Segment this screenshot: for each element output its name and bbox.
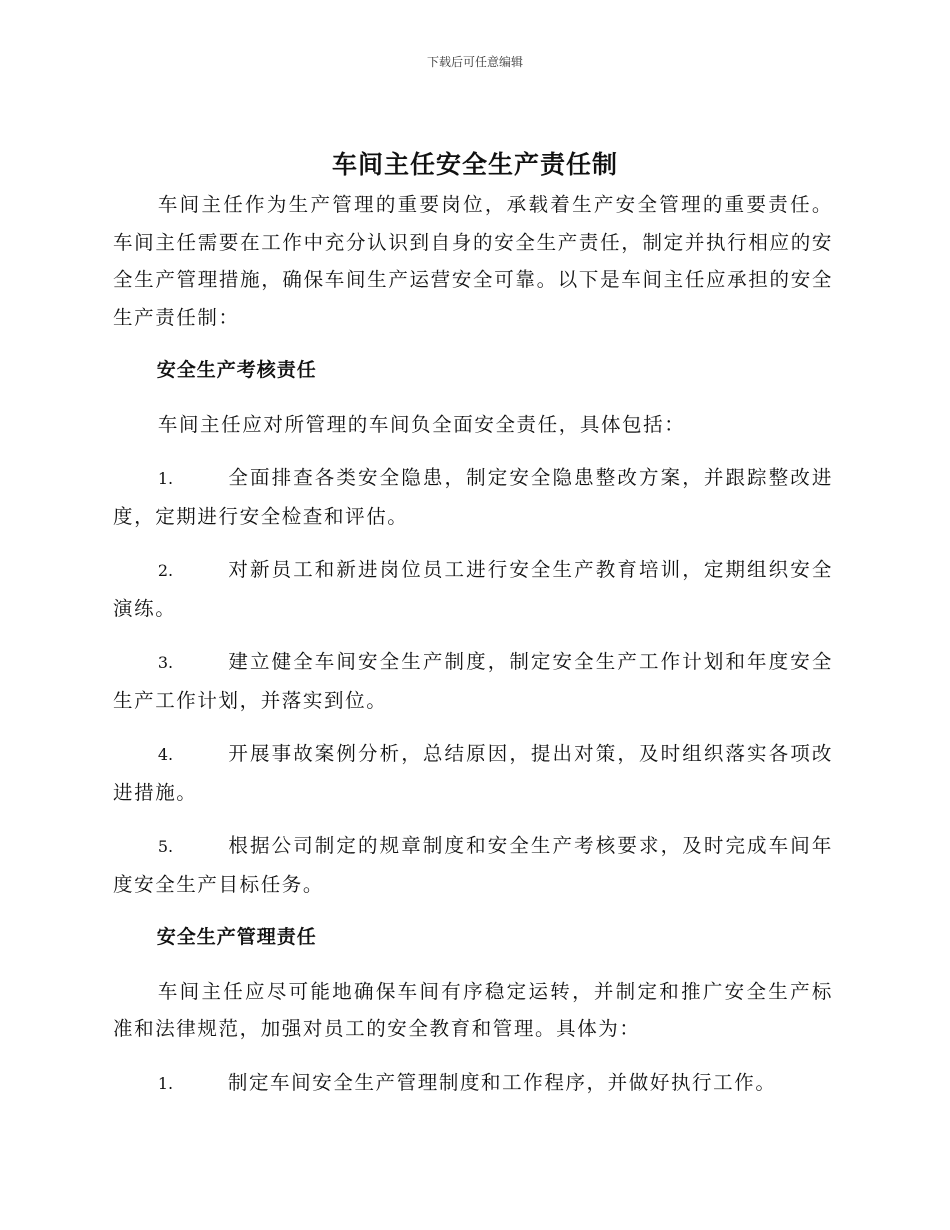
list-item-text: 制定车间安全生产管理制度和工作程序，并做好执行工作。 [227, 1070, 777, 1094]
list-item-text: 全面排查各类安全隐患，制定安全隐患整改方案，并跟踪整改进度，定期进行安全检查和评估。 [113, 466, 833, 528]
list-item-text: 开展事故案例分析，总结原因，提出对策，及时组织落实各项改进措施。 [113, 742, 833, 804]
list-item-number: 1. [157, 469, 174, 488]
list-item-number: 3. [157, 653, 174, 672]
header-note: 下载后可任意编辑 [426, 55, 523, 69]
list-item-number: 5. [157, 837, 174, 856]
list-item [113, 643, 833, 719]
list-item-number: 2. [157, 561, 174, 580]
list-item [113, 827, 833, 903]
list-item [113, 735, 833, 811]
section-assessment [113, 352, 833, 903]
section-heading: 安全生产考核责任 [156, 359, 317, 381]
section-lead: 车间主任应尽可能地确保车间有序稳定运转，并制定和推广安全生产标准和法律规范，加强对员工的安全教育和管理。具体为： [113, 979, 833, 1040]
intro-paragraph: 车间主任作为生产管理的重要岗位，承载着生产安全管理的重要责任。车间主任需要在工作中充分认识到自身的安全生产责任，制定并执行相应的安全生产管理措施，确保车间生产运营安全可靠。以下是车间主任应承担的安全生产责任制： [113, 193, 833, 329]
list-item-text: 根据公司制定的规章制度和安全生产考核要求，及时完成车间年度安全生产目标任务。 [113, 834, 833, 896]
list-item [113, 551, 833, 627]
section-management [113, 919, 833, 1102]
list-item-number: 4. [157, 745, 174, 764]
list-item-number: 1. [157, 1073, 174, 1093]
list-item [113, 1064, 833, 1103]
section-lead: 车间主任应对所管理的车间负全面安全责任，具体包括： [157, 412, 686, 436]
list-item [113, 459, 833, 535]
section-heading: 安全生产管理责任 [156, 926, 317, 948]
list-item-text: 建立健全车间安全生产制度，制定安全生产工作计划和年度安全生产工作计划，并落实到位。 [113, 650, 833, 712]
list-item-text: 对新员工和新进岗位员工进行安全生产教育培训，定期组织安全演练。 [113, 558, 833, 620]
document-body [113, 186, 833, 1102]
document-title: 车间主任安全生产责任制 [331, 150, 618, 179]
